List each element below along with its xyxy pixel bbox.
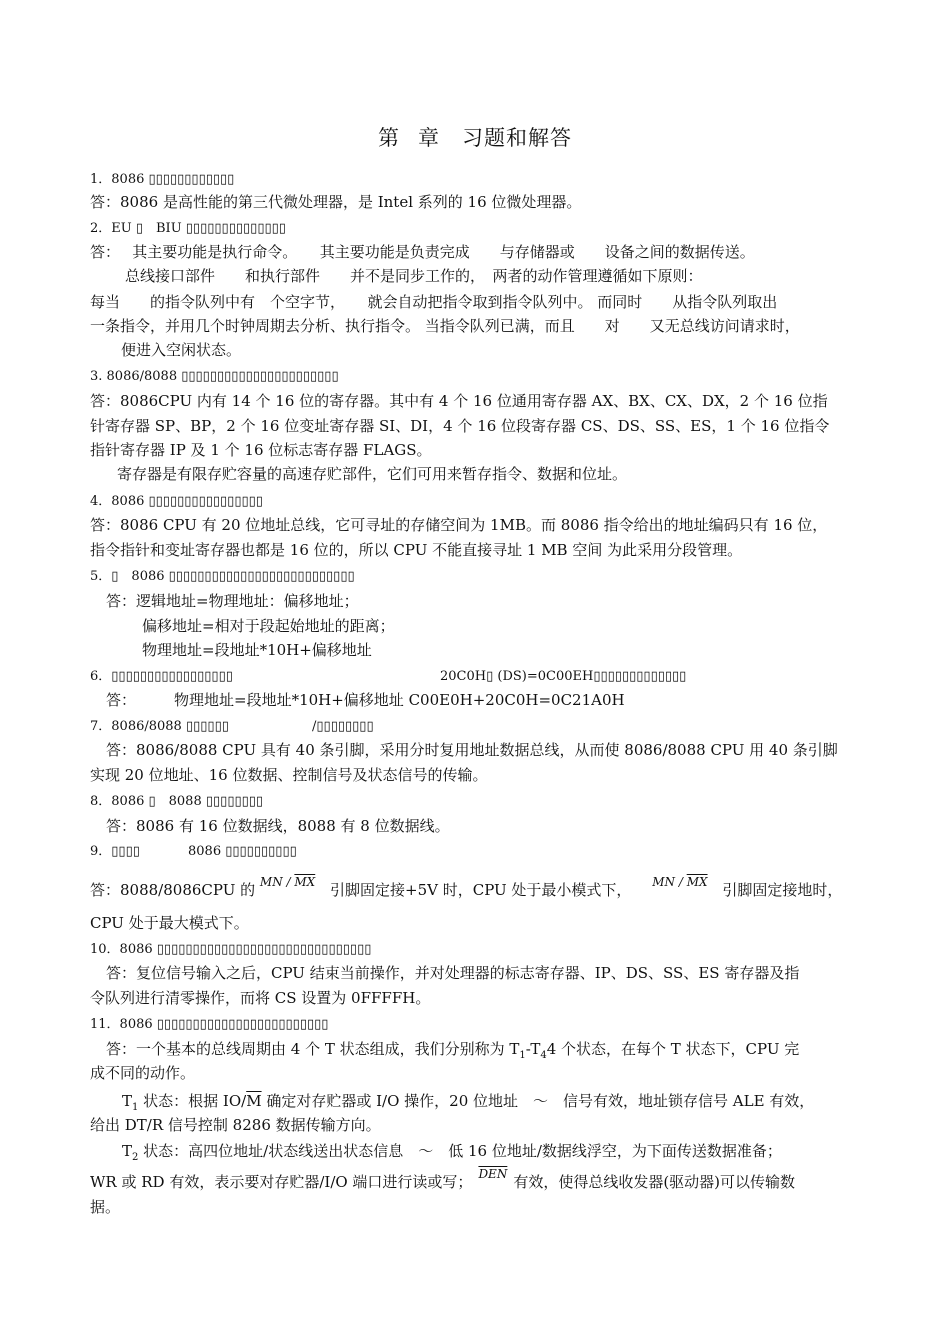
- answer-9-line-2: CPU 处于最大模式下。: [90, 914, 249, 932]
- answer-9-text-a: 答：8088/8086CPU 的: [90, 881, 256, 899]
- answer-6-formula: 物理地址=段地址*10H+偏移地址 C00E0H+20C0H=0C21A0H: [174, 691, 625, 709]
- answer-2-line-4: 一条指令，并用几个时钟周期去分析、执行指令。 当指令队列已满，而且 对 又无总线访问请求时，: [90, 317, 800, 335]
- question-7-part-2: /▯▯▯▯▯▯▯▯: [312, 719, 374, 734]
- answer-11-text-b: -T: [525, 1040, 541, 1058]
- t1-state-line-2: 给出 DT/R 信号控制 8286 数据传输方向。: [90, 1116, 381, 1134]
- answer-10-line-2: 令队列进行清零操作，而将 CS 设置为 0FFFFH。: [90, 989, 431, 1007]
- mn-mx-symbol-2: MN / MX: [652, 875, 708, 889]
- answer-2-line-3: 每当 的指令队列中有 个空字节， 就会自动把指令取到指令队列中。 而同时 从指令队列取出: [90, 293, 778, 311]
- answer-2-line-1: 答： 其主要功能是执行命令。 其主要功能是负责完成 与存储器或 设备之间的数据传送。: [90, 243, 755, 261]
- t2-label: T: [122, 1142, 133, 1160]
- question-3: 3. 8086/8088 ▯▯▯▯▯▯▯▯▯▯▯▯▯▯▯▯▯▯▯▯▯▯: [90, 369, 339, 384]
- answer-7-line-1: 答：8086/8088 CPU 具有 40 条引脚，采用分时复用地址数据总线，从而使 8086/8088 CPU 用 40 条引脚: [106, 741, 838, 759]
- title-part-2: 章: [418, 126, 440, 150]
- answer-7-line-2: 实现 20 位地址、16 位数据、控制信号及状态信号的传输。: [90, 766, 488, 784]
- t2-state-line-3: 据。: [90, 1198, 121, 1216]
- answer-11-line-1: [106, 1039, 799, 1066]
- question-11: 11．8086 ▯▯▯▯▯▯▯▯▯▯▯▯▯▯▯▯▯▯▯▯▯▯▯▯: [90, 1017, 329, 1032]
- answer-3-line-4: 寄存器是有限存贮容量的高速存贮部件，它们可用来暂存指令、数据和位址。: [117, 465, 628, 483]
- answer-4-line-1: 答：8086 CPU 有 20 位地址总线，它可寻址的存储空间为 1MB。而 8086 指令给出的地址编码只有 16 位，: [90, 516, 828, 534]
- title-part-1: 第: [378, 126, 400, 150]
- t1-text-a: 状态：根据 IO/: [138, 1092, 247, 1110]
- answer-11-text-c: 4 个状态，在每个 T 状态下，CPU 完: [546, 1040, 800, 1058]
- question-6-part-2: 20C0H▯ (DS)=0C00EH▯▯▯▯▯▯▯▯▯▯▯▯▯: [440, 669, 687, 684]
- question-9-part-2: 8086 ▯▯▯▯▯▯▯▯▯▯: [188, 844, 297, 859]
- answer-3-line-1: 答：8086CPU 内有 14 个 16 位的寄存器。其中有 4 个 16 位通用寄存器 AX、BX、CX、DX，2 个 16 位指: [90, 392, 828, 410]
- t1-text-b: 确定对存贮器或 I/O 操作，20 位地址 ～ 信号有效，地址锁存信号 ALE 有效，: [261, 1092, 815, 1110]
- answer-9-text-b: 引脚固定接+5V 时，CPU 处于最小模式下，: [330, 881, 632, 899]
- question-2: 2．EU ▯ BIU ▯▯▯▯▯▯▯▯▯▯▯▯▯▯: [90, 221, 286, 236]
- question-10: 10．8086 ▯▯▯▯▯▯▯▯▯▯▯▯▯▯▯▯▯▯▯▯▯▯▯▯▯▯▯▯▯▯: [90, 942, 372, 957]
- question-5: 5．▯ 8086 ▯▯▯▯▯▯▯▯▯▯▯▯▯▯▯▯▯▯▯▯▯▯▯▯▯▯: [90, 569, 355, 584]
- question-9-part-1: 9．▯▯▯▯: [90, 844, 140, 859]
- t2-state-line-1: [122, 1141, 782, 1168]
- answer-5-line-3: 物理地址=段地址*10H+偏移地址: [142, 641, 372, 659]
- answer-5-line-2: 偏移地址=相对于段起始地址的距离；: [142, 617, 395, 635]
- t2-subscript: 2: [132, 1152, 139, 1163]
- answer-3-line-2: 针寄存器 SP、BP，2 个 16 位变址寄存器 SI、DI，4 个 16 位段寄存器 CS、DS、SS、ES，1 个 16 位指令: [90, 417, 830, 435]
- question-1: 1．8086 ▯▯▯▯▯▯▯▯▯▯▯▯: [90, 172, 235, 187]
- t1-label: T: [122, 1092, 133, 1110]
- answer-11-line-2: 成不同的动作。: [90, 1064, 196, 1082]
- title-part-3: 习题和解答: [462, 126, 572, 150]
- answer-8: 答：8086 有 16 位数据线，8088 有 8 位数据线。: [106, 817, 450, 835]
- page-title: [0, 122, 950, 152]
- t1-state-line-1: [122, 1091, 814, 1118]
- answer-2-line-2: 总线接口部件 和执行部件 并不是同步工作的， 两者的动作管理遵循如下原则：: [125, 267, 703, 285]
- answer-9-text-c: 引脚固定接地时，: [722, 881, 843, 899]
- t2-text-b: WR 或 RD 有效，表示要对存贮器/I/O 端口进行读或写；: [90, 1173, 473, 1191]
- answer-11-text-a: 答：一个基本的总线周期由 4 个 T 状态组成，我们分别称为 T: [106, 1040, 520, 1058]
- m-overline: $\overline{M}$: [246, 1092, 262, 1110]
- mn-mx-symbol: MN / MX: [259, 875, 316, 889]
- answer-6-prefix: 答：: [106, 691, 137, 709]
- answer-10-line-1: 答：复位信号输入之后，CPU 结束当前操作，并对处理器的标志寄存器、IP、DS、SS、ES 寄存器及指: [106, 964, 800, 982]
- question-4: 4．8086 ▯▯▯▯▯▯▯▯▯▯▯▯▯▯▯▯: [90, 494, 263, 509]
- t2-text: 状态：高四位地址/状态线送出状态信息 ～ 低 16 位地址/数据线浮空，为下面传送数据准备；: [138, 1142, 782, 1160]
- question-6-part-1: 6．▯▯▯▯▯▯▯▯▯▯▯▯▯▯▯▯▯: [90, 669, 233, 684]
- answer-5-line-1: 答：逻辑地址=物理地址：偏移地址；: [106, 592, 359, 610]
- question-7-part-1: 7．8086/8088 ▯▯▯▯▯▯: [90, 719, 229, 734]
- answer-4-line-2: 指令指针和变址寄存器也都是 16 位的，所以 CPU 不能直接寻址 1 MB 空间 为此采用分段管理。: [90, 541, 743, 559]
- answer-2-line-5: 便进入空闲状态。: [121, 341, 242, 359]
- answer-3-line-3: 指针寄存器 IP 及 1 个 16 位标志寄存器 FLAGS。: [90, 441, 432, 459]
- t2-state-line-2: [90, 1167, 796, 1193]
- answer-9-line-1: [90, 875, 843, 901]
- answer-1: 答：8086 是高性能的第三代微处理器，是 Intel 系列的 16 位微处理器。: [90, 193, 582, 211]
- subscript-4: 4: [540, 1050, 547, 1061]
- t2-text-c: 有效，使得总线收发器(驱动器)可以传输数: [513, 1173, 796, 1191]
- den-symbol: DEN: [478, 1167, 508, 1181]
- subscript-1: 1: [519, 1050, 526, 1061]
- t1-subscript: 1: [132, 1102, 139, 1113]
- question-8: 8．8086 ▯ 8088 ▯▯▯▯▯▯▯▯: [90, 794, 264, 809]
